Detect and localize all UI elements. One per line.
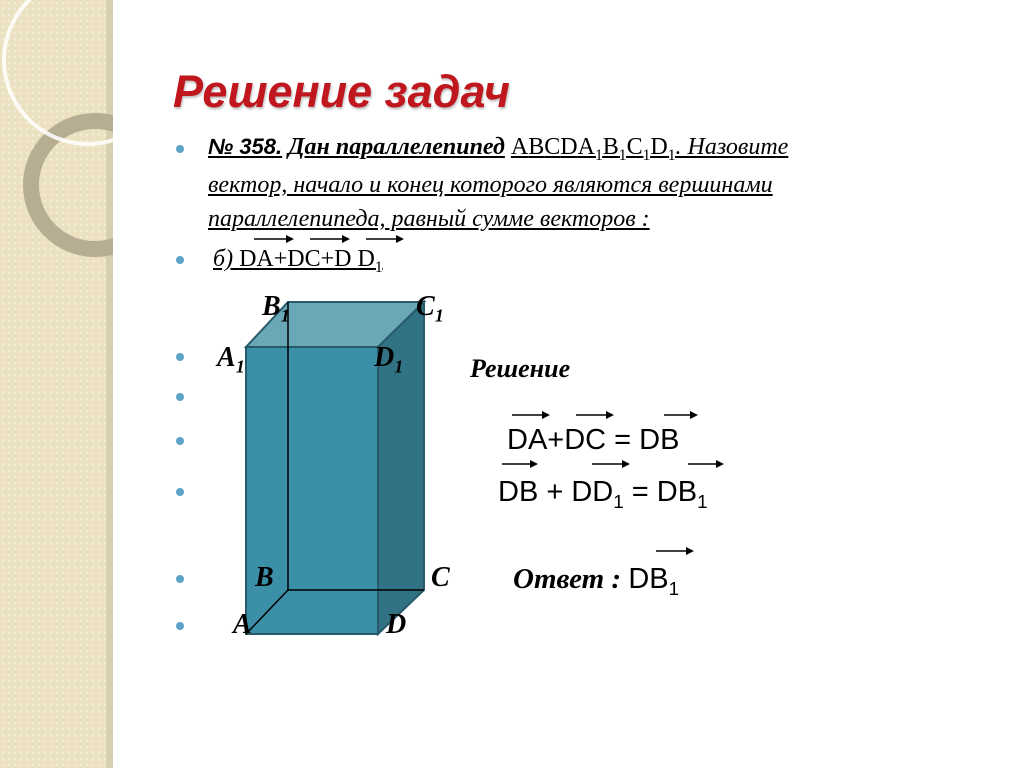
problem-line-1-rest: . Назовите xyxy=(675,134,789,160)
vector-arrows-eq2 xyxy=(500,457,740,471)
equation-1: DA+DC = DB xyxy=(507,424,680,456)
answer-line xyxy=(513,563,679,600)
vertex-label-c: C xyxy=(431,562,450,593)
vertex-label-d1: $D_1$ xyxy=(374,342,404,377)
problem-line-3: параллелепипеда, равный сумме векторов : xyxy=(208,206,650,232)
vertex-label-d: D xyxy=(386,609,407,640)
vertex-label-b1: $B_1$ xyxy=(262,291,290,326)
parallelepiped-name: $ABCDA_1B_1C_1D_1$ xyxy=(510,134,676,164)
slide-title: Решение задач xyxy=(173,66,511,117)
vector-dd1: $D_1$ xyxy=(357,246,383,276)
problem-number: № 358. xyxy=(208,134,283,159)
problem-line-2: вектор, начало и конец которого являются вершинами xyxy=(208,172,773,198)
vertex-label-b: B xyxy=(255,562,274,593)
vector-sum-expression: б) DA+DC+D $D_1$ xyxy=(213,246,383,276)
solution-heading: Решение xyxy=(470,354,571,383)
problem-given: Дан параллелепипед xyxy=(288,134,505,160)
vector-arrows-eq1 xyxy=(510,408,710,422)
vertex-label-a: A xyxy=(233,609,252,640)
vertex-label-c1: $C_1$ xyxy=(416,291,444,326)
vector-arrow-answer xyxy=(654,544,704,558)
answer-vector: $DB_1$ xyxy=(628,563,680,599)
equation-2: DB + $DD_1 = DB_1$ xyxy=(498,476,708,512)
answer-label: Ответ : xyxy=(513,563,622,595)
vertex-label-a1: $A_1$ xyxy=(217,342,245,377)
